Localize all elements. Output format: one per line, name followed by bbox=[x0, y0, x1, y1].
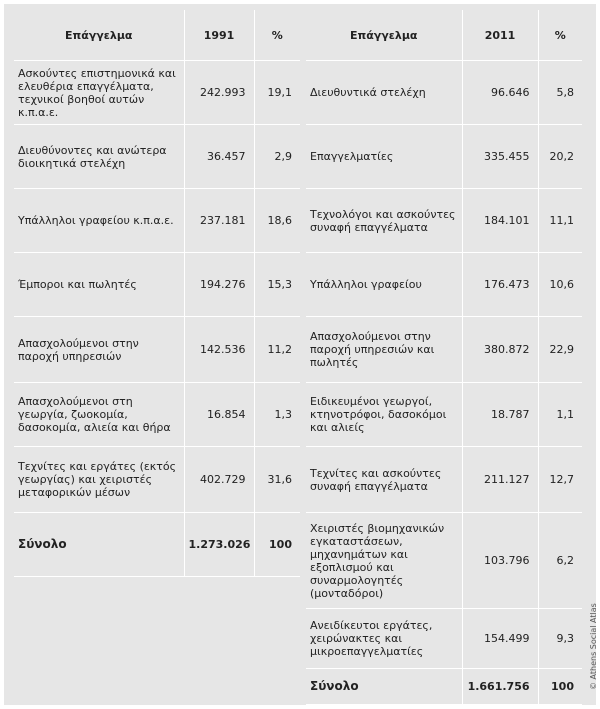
count-cell: 184.101 bbox=[462, 189, 538, 253]
header-row bbox=[14, 10, 300, 61]
table-row bbox=[306, 447, 582, 513]
table-row bbox=[306, 189, 582, 253]
year-header: 1991 bbox=[184, 10, 254, 61]
percent-cell: 19,1 bbox=[254, 61, 300, 125]
copyright-notice: © Athens Social Atlas bbox=[589, 603, 598, 690]
table-row bbox=[306, 317, 582, 383]
percent-cell: 10,6 bbox=[538, 253, 582, 317]
occupation-cell: Διευθυντικά στελέχη bbox=[306, 61, 462, 125]
percent-cell: 9,3 bbox=[538, 609, 582, 669]
occupation-header: Επάγγελμα bbox=[306, 10, 462, 61]
count-cell: 402.729 bbox=[184, 447, 254, 513]
percent-cell: 2,9 bbox=[254, 125, 300, 189]
percent-cell: 1,3 bbox=[254, 383, 300, 447]
percent-cell: 22,9 bbox=[538, 317, 582, 383]
percent-header: % bbox=[254, 10, 300, 61]
count-cell: 211.127 bbox=[462, 447, 538, 513]
occupation-cell: Απασχολούμενοι στην παροχή υπηρεσιών και πωλητές bbox=[306, 317, 462, 383]
table-row bbox=[14, 383, 300, 447]
percent-cell: 5,8 bbox=[538, 61, 582, 125]
percent-cell: 20,2 bbox=[538, 125, 582, 189]
occupation-cell: Υπάλληλοι γραφείου bbox=[306, 253, 462, 317]
table-row bbox=[306, 609, 582, 669]
table-row bbox=[306, 513, 582, 609]
count-cell: 18.787 bbox=[462, 383, 538, 447]
total-percent: 100 bbox=[254, 513, 300, 577]
table-row bbox=[14, 61, 300, 125]
table-row bbox=[306, 383, 582, 447]
total-label: Σύνολο bbox=[14, 513, 184, 577]
occupation-cell: Τεχνίτες και ασκούντες συναφή επαγγέλματα bbox=[306, 447, 462, 513]
percent-cell: 12,7 bbox=[538, 447, 582, 513]
count-cell: 237.181 bbox=[184, 189, 254, 253]
total-percent: 100 bbox=[538, 669, 582, 705]
occupation-cell: Διευθύνοντες και ανώτερα διοικητικά στελέχη bbox=[14, 125, 184, 189]
table-row bbox=[14, 189, 300, 253]
count-cell: 335.455 bbox=[462, 125, 538, 189]
percent-cell: 11,1 bbox=[538, 189, 582, 253]
percent-cell: 11,2 bbox=[254, 317, 300, 383]
count-cell: 194.276 bbox=[184, 253, 254, 317]
count-cell: 380.872 bbox=[462, 317, 538, 383]
count-cell: 176.473 bbox=[462, 253, 538, 317]
table-row bbox=[14, 447, 300, 513]
count-cell: 96.646 bbox=[462, 61, 538, 125]
header-row bbox=[306, 10, 582, 61]
total-row bbox=[14, 513, 300, 577]
percent-cell: 1,1 bbox=[538, 383, 582, 447]
occupation-cell: Τεχνίτες και εργάτες (εκτός γεωργίας) και χειριστές μεταφορικών μέσων bbox=[14, 447, 184, 513]
percent-cell: 6,2 bbox=[538, 513, 582, 609]
count-cell: 16.854 bbox=[184, 383, 254, 447]
table-row bbox=[14, 253, 300, 317]
occupation-cell: Ασκούντες επιστημονικά και ελευθέρια επαγγέλματα, τεχνικοί βοηθοί αυτών κ.π.α.ε. bbox=[14, 61, 184, 125]
occupation-cell: Επαγγελματίες bbox=[306, 125, 462, 189]
occupation-header: Επάγγελμα bbox=[14, 10, 184, 61]
occupation-cell: Χειριστές βιομηχανικών εγκαταστάσεων, μηχανημάτων και εξοπλισμού και συναρμολογητές (μονταδόροι) bbox=[306, 513, 462, 609]
percent-cell: 18,6 bbox=[254, 189, 300, 253]
total-label: Σύνολο bbox=[306, 669, 462, 705]
table-row bbox=[14, 125, 300, 189]
count-cell: 36.457 bbox=[184, 125, 254, 189]
count-cell: 103.796 bbox=[462, 513, 538, 609]
table-row bbox=[14, 317, 300, 383]
percent-header: % bbox=[538, 10, 582, 61]
table-row bbox=[306, 253, 582, 317]
count-cell: 242.993 bbox=[184, 61, 254, 125]
count-cell: 154.499 bbox=[462, 609, 538, 669]
year-header: 2011 bbox=[462, 10, 538, 61]
total-count: 1.661.756 bbox=[462, 669, 538, 705]
table-row bbox=[306, 125, 582, 189]
occupation-cell: Υπάλληλοι γραφείου κ.π.α.ε. bbox=[14, 189, 184, 253]
total-row bbox=[306, 669, 582, 705]
occupation-cell: Απασχολούμενοι στην παροχή υπηρεσιών bbox=[14, 317, 184, 383]
table-row bbox=[306, 61, 582, 125]
occupation-cell: Απασχολούμενοι στη γεωργία, ζωοκομία, δασοκομία, αλιεία και θήρα bbox=[14, 383, 184, 447]
occupation-cell: Ειδικευμένοι γεωργοί, κτηνοτρόφοι, δασοκόμοι και αλιείς bbox=[306, 383, 462, 447]
total-count: 1.273.026 bbox=[184, 513, 254, 577]
count-cell: 142.536 bbox=[184, 317, 254, 383]
percent-cell: 31,6 bbox=[254, 447, 300, 513]
percent-cell: 15,3 bbox=[254, 253, 300, 317]
table-2011 bbox=[306, 10, 582, 705]
occupation-cell: Έμποροι και πωλητές bbox=[14, 253, 184, 317]
occupation-cell: Τεχνολόγοι και ασκούντες συναφή επαγγέλματα bbox=[306, 189, 462, 253]
table-1991 bbox=[14, 10, 300, 577]
occupation-cell: Ανειδίκευτοι εργάτες, χειρώνακτες και μικροεπαγγελματίες bbox=[306, 609, 462, 669]
